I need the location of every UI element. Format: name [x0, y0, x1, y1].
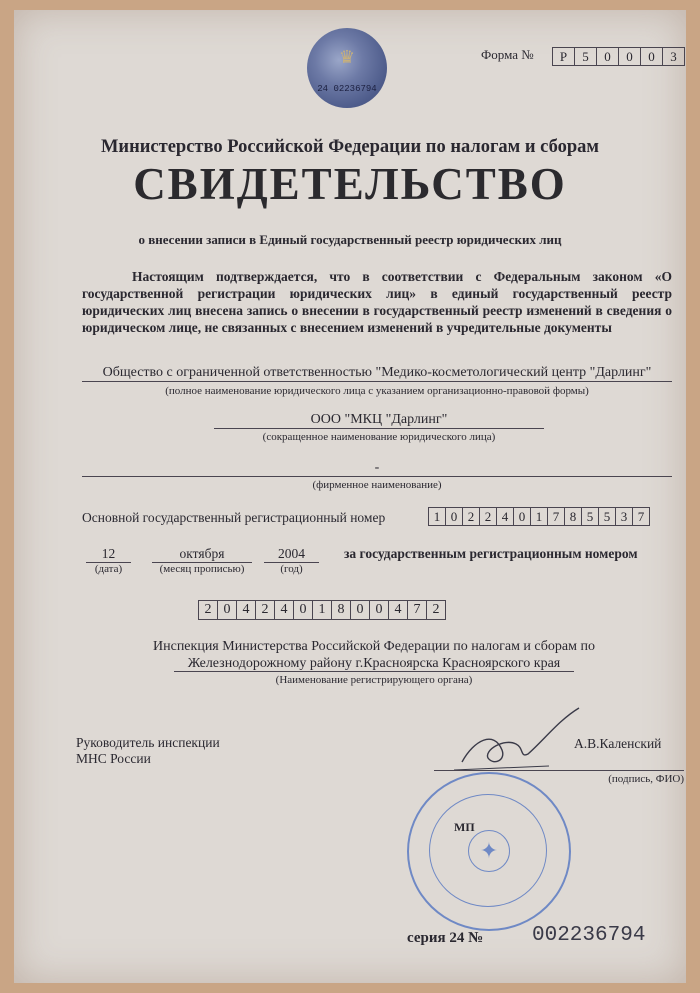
ogrn-digit: 1: [530, 507, 548, 526]
head-title: [76, 735, 220, 767]
ogrn-digit: 3: [615, 507, 633, 526]
eagle-emblem-icon: ✦: [468, 830, 510, 872]
seal-place-label: МП: [454, 820, 475, 834]
certificate-sheet: [14, 10, 686, 983]
date-day: 12: [86, 546, 131, 563]
ogrn-digit: 5: [598, 507, 616, 526]
ogrn-digit: 8: [564, 507, 582, 526]
grn-digit: 0: [350, 600, 370, 620]
official-stamp: [407, 772, 571, 931]
brand-name-caption: (фирменное наименование): [312, 479, 442, 491]
grn-digit: 4: [236, 600, 256, 620]
grn-digit: 2: [426, 600, 446, 620]
registration-number-label: за государственным регистрационным номером: [344, 546, 638, 561]
ministry-heading: Министерство Российской Федерации по налогам и сборам: [100, 137, 600, 157]
ogrn-digit: 0: [445, 507, 463, 526]
ogrn-digit: 7: [632, 507, 650, 526]
grn-digit: 2: [198, 600, 218, 620]
ogrn-digit: 2: [462, 507, 480, 526]
ogrn-label: Основной государственный регистрационный номер: [82, 510, 386, 525]
date-month: октября: [152, 546, 252, 563]
date-year-caption: (год): [280, 563, 303, 575]
hologram-seal: [307, 28, 387, 108]
signer-name: А.В.Каленский: [574, 736, 662, 751]
head-title-line-2: МНС России: [76, 751, 151, 766]
ogrn-digit: 7: [547, 507, 565, 526]
grn-digit: 0: [217, 600, 237, 620]
inspection-name: [124, 638, 624, 672]
serial-number: 002236794: [532, 924, 646, 947]
head-title-line-1: Руководитель инспекции: [76, 735, 220, 750]
inspection-rule: [174, 671, 574, 672]
inspection-line-1: Инспекция Министерства Российской Федерации по налогам и сборам по: [153, 639, 595, 654]
crown-icon: ♛: [338, 47, 356, 67]
form-number-char: Р: [552, 47, 575, 66]
form-number-char: 0: [640, 47, 663, 66]
form-number-label: Форма №: [481, 47, 534, 62]
grn-digit: 2: [255, 600, 275, 620]
handwritten-signature: [454, 700, 584, 775]
ogrn-digit: 5: [581, 507, 599, 526]
inspection-line-2: Железнодорожному району г.Красноярска Красноярского края: [187, 656, 561, 671]
grn-digit: 8: [331, 600, 351, 620]
full-name-caption: (полное наименование юридического лица с указанием организационно-правовой формы): [165, 385, 589, 397]
ogrn-digit: 1: [428, 507, 446, 526]
grn-digit: 4: [274, 600, 294, 620]
form-number-char: 3: [662, 47, 685, 66]
ogrn-digit: 2: [479, 507, 497, 526]
series-label: серия 24 №: [407, 930, 484, 946]
short-name-field: ООО "МКЦ "Дарлинг": [214, 412, 544, 429]
form-number-boxes: [553, 47, 685, 66]
ogrn-digit: 4: [496, 507, 514, 526]
stamp-inner-ring: [429, 794, 547, 907]
certification-text: Настоящим подтверждается, что в соответствии с Федеральным законом «О государственной регистрации юридических лиц» в единый государственный реестр юридических лиц внесена запись о внесении в государственный реестр изменений в сведения о юридическом лице, не связанных с внесением изменений в учредительные документы: [82, 269, 672, 335]
brand-name-field: -: [82, 460, 672, 477]
document-subtitle: о внесении записи в Единый государственный реестр юридических лиц: [138, 232, 562, 247]
short-name-caption: (сокращенное наименование юридического лица): [262, 431, 496, 443]
grn-digit: 0: [369, 600, 389, 620]
form-number-char: 0: [596, 47, 619, 66]
document-title: СВИДЕТЕЛЬСТВО: [133, 159, 567, 209]
date-month-caption: (месяц прописью): [159, 563, 245, 575]
form-number-char: 5: [574, 47, 597, 66]
full-name-field: Общество с ограниченной ответственностью "Медико-косметологический центр "Дарлинг": [82, 365, 672, 382]
grn-boxes: [199, 600, 446, 620]
form-number-char: 0: [618, 47, 641, 66]
inspection-caption: (Наименование регистрирующего органа): [275, 674, 473, 686]
date-day-caption: (дата): [94, 563, 123, 575]
ogrn-boxes: [429, 507, 650, 526]
grn-digit: 1: [312, 600, 332, 620]
date-year: 2004: [264, 546, 319, 563]
signature-caption: (подпись, ФИО): [608, 773, 684, 785]
hologram-number: 24 02236794: [317, 84, 377, 94]
signature-rule: [434, 770, 684, 771]
grn-digit: 4: [388, 600, 408, 620]
ogrn-digit: 0: [513, 507, 531, 526]
grn-digit: 7: [407, 600, 427, 620]
grn-digit: 0: [293, 600, 313, 620]
